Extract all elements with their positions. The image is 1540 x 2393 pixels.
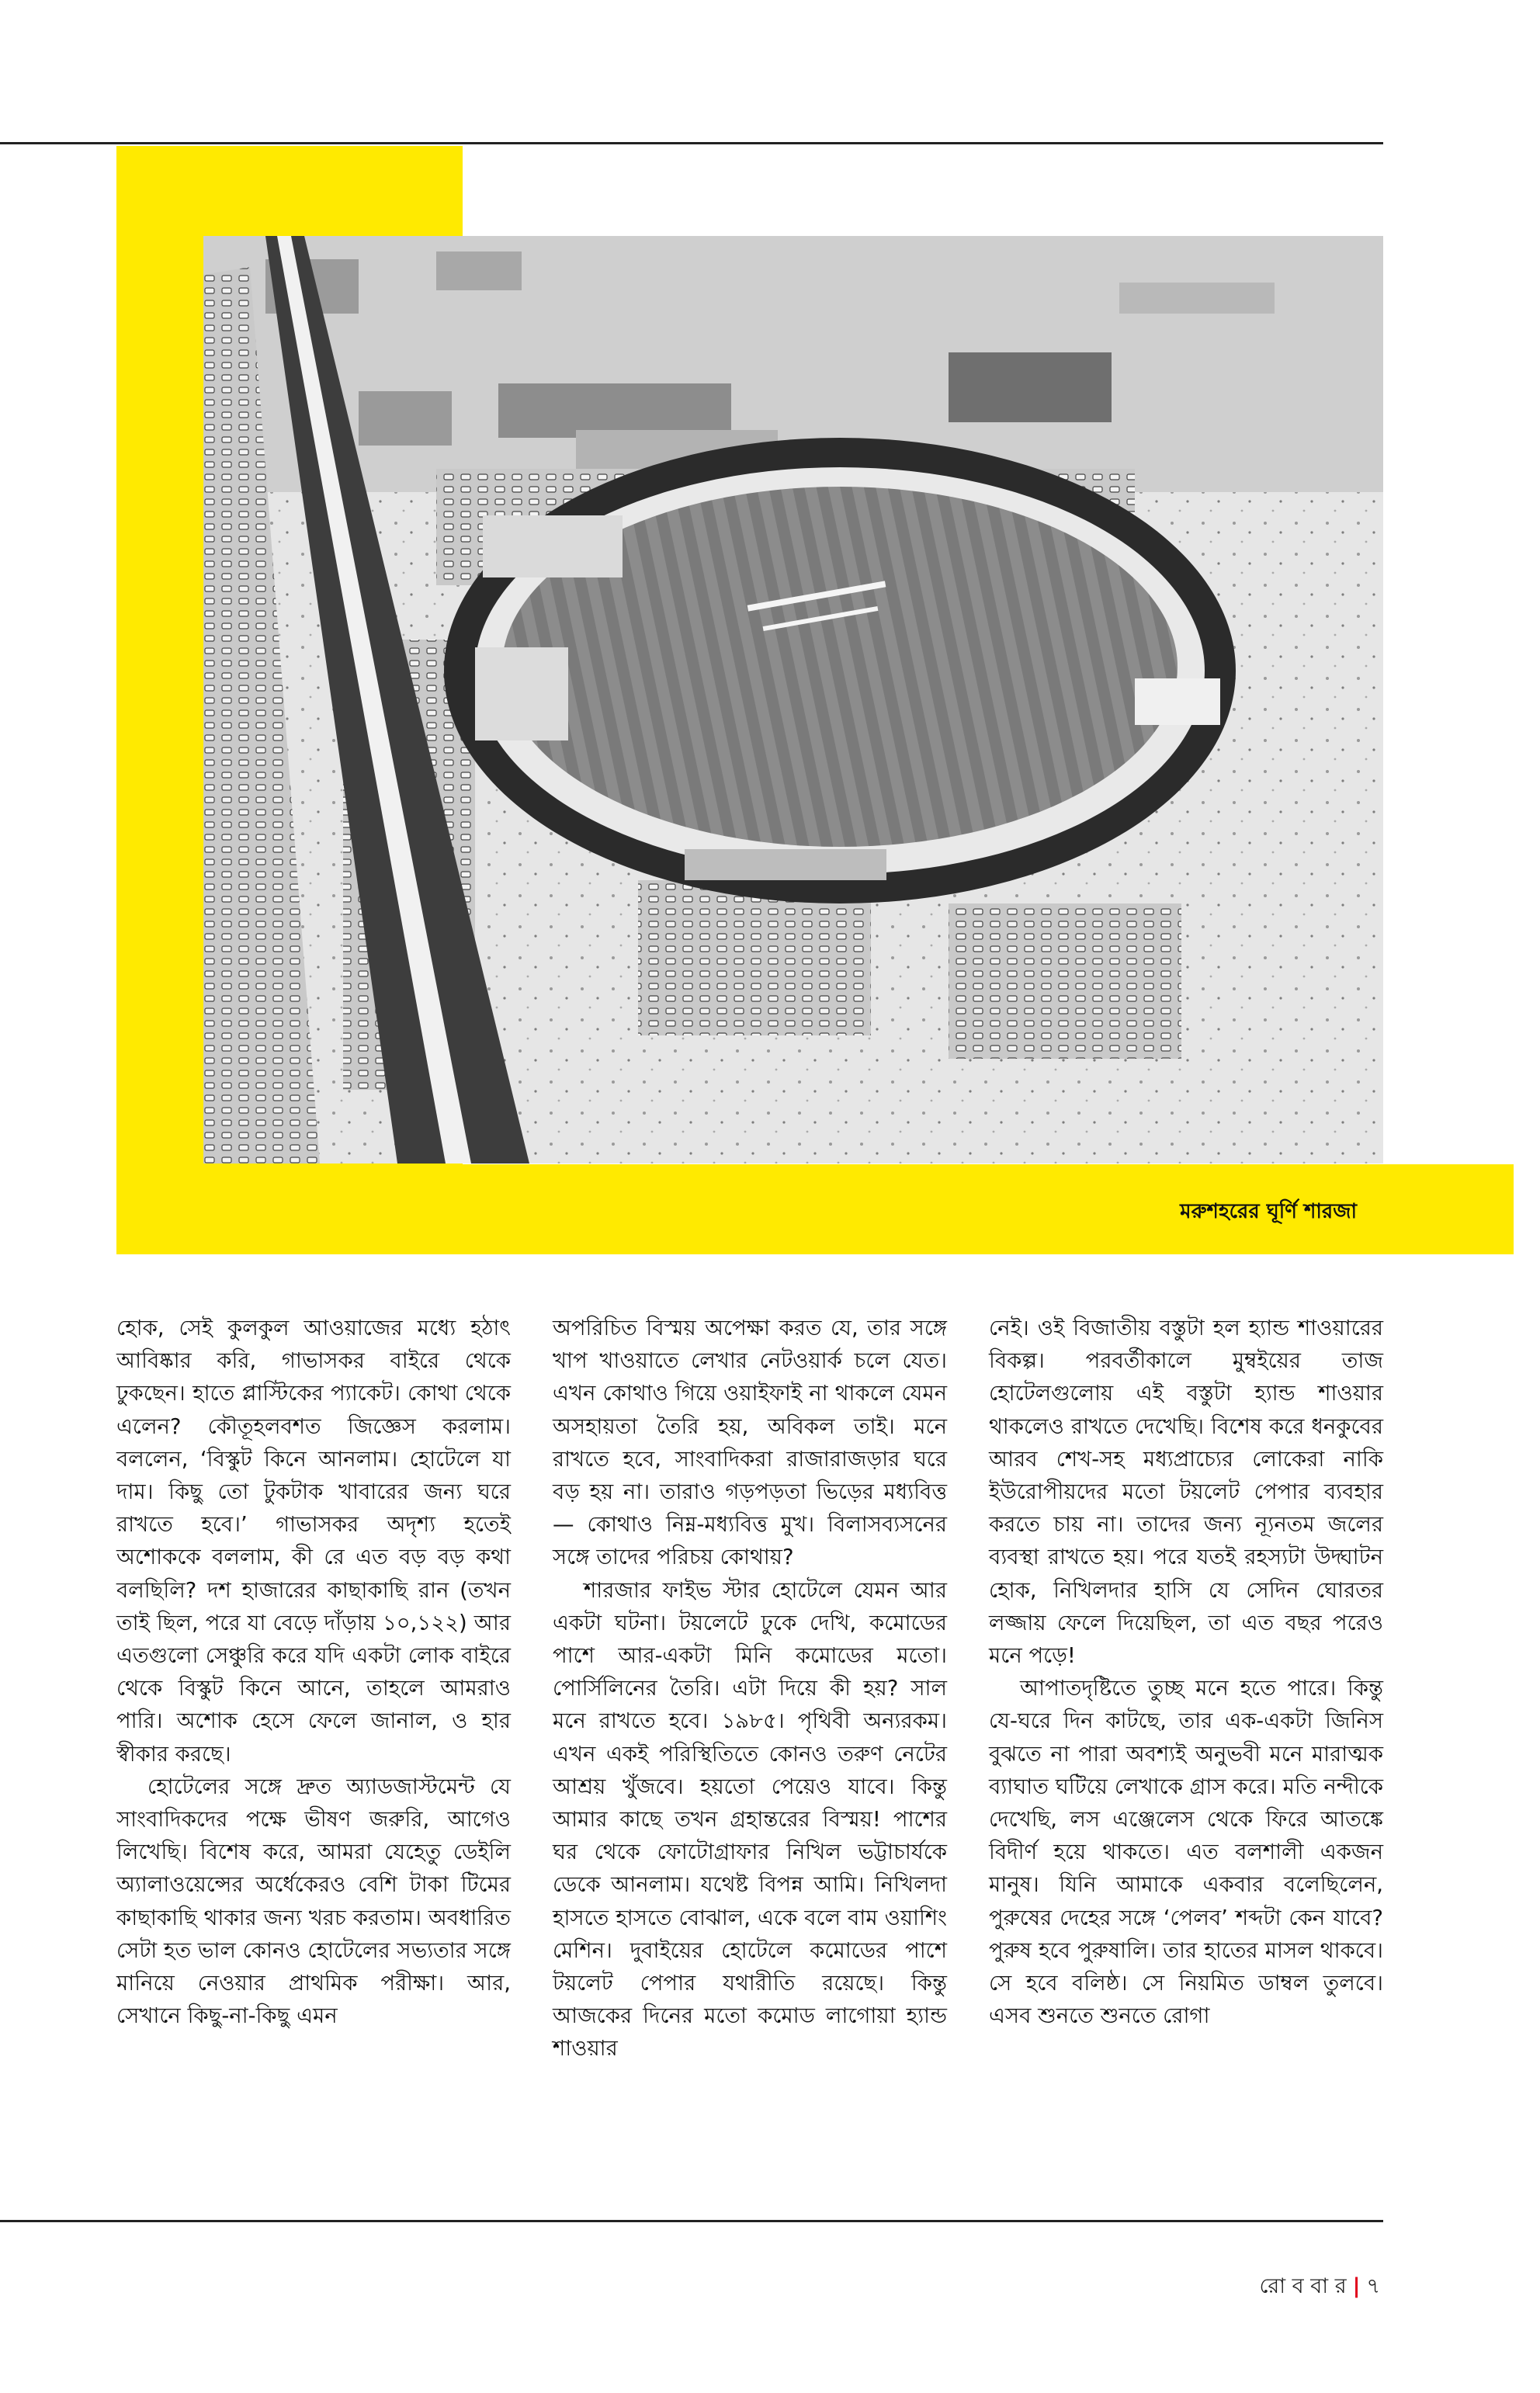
article-column-3 xyxy=(989,1312,1383,2032)
photo-caption: মরুশহরের ঘূর্ণি শারজা xyxy=(1180,1200,1357,1223)
paragraph: হোটেলের সঙ্গে দ্রুত অ্যাডজাস্টমেন্ট যে সাংবাদিকদের পক্ষে ভীষণ জরুরি, আগেও লিখেছি। বিশেষ করে, আমরা যেহেতু ডেইলি অ্যালাওয়েন্সের অর্ধেকেরও বেশি টাকা টিমের কাছাকাছি থাকার জন্য খরচ করতাম। অবধারিত সেটা হত ভাল কোনও হোটেলের সভ্যতার সঙ্গে মানিয়ে নেওয়ার প্রাথমিক পরীক্ষা। আর, সেখানে কিছু-না-কিছু এমন xyxy=(116,1774,511,2029)
page-number: ৭ xyxy=(1366,2274,1380,2298)
page-footer xyxy=(1259,2270,1380,2305)
stadium-aerial-photo xyxy=(203,236,1383,1164)
magazine-name: রো ব বা র xyxy=(1259,2274,1347,2298)
paragraph: হোক, সেই কুলকুল আওয়াজের মধ্যে হঠাৎ আবিষ্কার করি, গাভাসকর বাইরে থেকে ঢুকছেন। হাতে প্লাস্টিকের প্যাকেট। কোথা থেকে এলেন? কৌতূহলবশত জিজ্ঞেস করলাম। বললেন, ‘বিস্কুট কিনে আনলাম। হোটেলে যা দাম। কিছু তো টুকটাক খাবারের জন্য ঘরে রাখতে হবে।’ গাভাসকর অদৃশ্য হতেই অশোককে বললাম, কী রে এত বড় বড় কথা বলছিলি? দশ হাজারের কাছাকাছি রান (তখন তাই ছিল, পরে যা বেড়ে দাঁড়ায় ১০,১২২) আর এতগুলো সেঞ্চুরি করে যদি একটা লোক বাইরে থেকে বিস্কুট কিনে আনে, তাহলে আমরাও পারি। অশোক হেসে ফেলে জানাল, ও হার স্বীকার করছে। xyxy=(116,1316,511,1767)
stadium-illustration xyxy=(203,236,1383,1164)
paragraph: নেই। ওই বিজাতীয় বস্তুটা হল হ্যান্ড শাওয়ারের বিকল্প। পরবর্তীকালে মুম্বইয়ের তাজ হোটেলগুলোয় এই বস্তুটা হ্যান্ড শাওয়ার থাকলেও রাখতে দেখেছি। বিশেষ করে ধনকুবের আরব শেখ-সহ মধ্যপ্রাচ্যের লোকেরা নাকি ইউরোপীয়দের মতো টয়লেট পেপার ব্যবহার করতে চায় না। তাদের জন্য ন্যূনতম জলের ব্যবস্থা রাখতে হয়। পরে যতই রহস্যটা উদ্ঘাটন হোক, নিখিলদার হাসি যে সেদিন ঘোরতর লজ্জায় ফেলে দিয়েছিল, তা এত বছর পরেও মনে পড়ে! xyxy=(989,1316,1383,1669)
article-column-1 xyxy=(116,1312,511,2032)
paragraph: অপরিচিত বিস্ময় অপেক্ষা করত যে, তার সঙ্গে খাপ খাওয়াতে লেখার নেটওয়ার্ক চলে যেত। এখন কোথাও গিয়ে ওয়াইফাই না থাকলে যেমন অসহায়তা তৈরি হয়, অবিকল তাই। মনে রাখতে হবে, সাংবাদিকরা রাজারাজড়ার ঘরে বড় হয় না। তারাও গড়পড়তা ভিড়ের মধ্যবিত্ত— কোথাও নিম্ন-মধ্যবিত্ত মুখ। বিলাসব্যসনের সঙ্গে তাদের পরিচয় কোথায়? xyxy=(553,1316,947,1570)
paragraph: শারজার ফাইভ স্টার হোটেলে যেমন আর একটা ঘটনা। টয়লেটে ঢুকে দেখি, কমোডের পাশে আর-একটা মিনি কমোডের মতো। পোর্সিলিনের তৈরি। এটা দিয়ে কী হয়? সাল মনে রাখতে হবে। ১৯৮৫। পৃথিবী অন্যরকম। এখন একই পরিস্থিতিতে কোনও তরুণ নেটের আশ্রয় খুঁজবে। হয়তো পেয়েও যাবে। কিন্তু আমার কাছে তখন গ্রহান্তরের বিস্ময়! পাশের ঘর থেকে ফোটোগ্রাফার নিখিল ভট্টাচার্যকে ডেকে আনলাম। যথেষ্ট বিপন্ন আমি। নিখিলদা হাসতে হাসতে বোঝাল, একে বলে বাম ওয়াশিং মেশিন। দুবাইয়ের হোটেলে কমোডের পাশে টয়লেট পেপার যথারীতি রয়েছে। কিন্তু আজকের দিনের মতো কমোড লাগোয়া হ্যান্ড শাওয়ার xyxy=(553,1577,947,2062)
footer-separator: | xyxy=(1352,2274,1361,2298)
article-column-2 xyxy=(553,1312,947,2065)
bottom-rule xyxy=(0,2220,1383,2222)
paragraph: আপাতদৃষ্টিতে তুচ্ছ মনে হতে পারে। কিন্তু যে-ঘরে দিন কাটছে, তার এক-একটা জিনিস বুঝতে না পারা অবশ্যই অনুভবী মনে মারাত্মক ব্যাঘাত ঘটিয়ে লেখাকে গ্রাস করে। মতি নন্দীকে দেখেছি, লস এঞ্জেলেস থেকে ফিরে আতঙ্কে বিদীর্ণ হয়ে থাকতে। এত বলশালী একজন মানুষ। যিনি আমাকে একবার বলেছিলেন, পুরুষের দেহের সঙ্গে ‘পেলব’ শব্দটা কেন যাবে? পুরুষ হবে পুরুষালি। তার হাতের মাসল থাকবে। সে হবে বলিষ্ঠ। সে নিয়মিত ডাম্বল তুলবে। এসব শুনতে শুনতে রোগা xyxy=(989,1676,1383,2029)
top-rule xyxy=(0,142,1383,144)
